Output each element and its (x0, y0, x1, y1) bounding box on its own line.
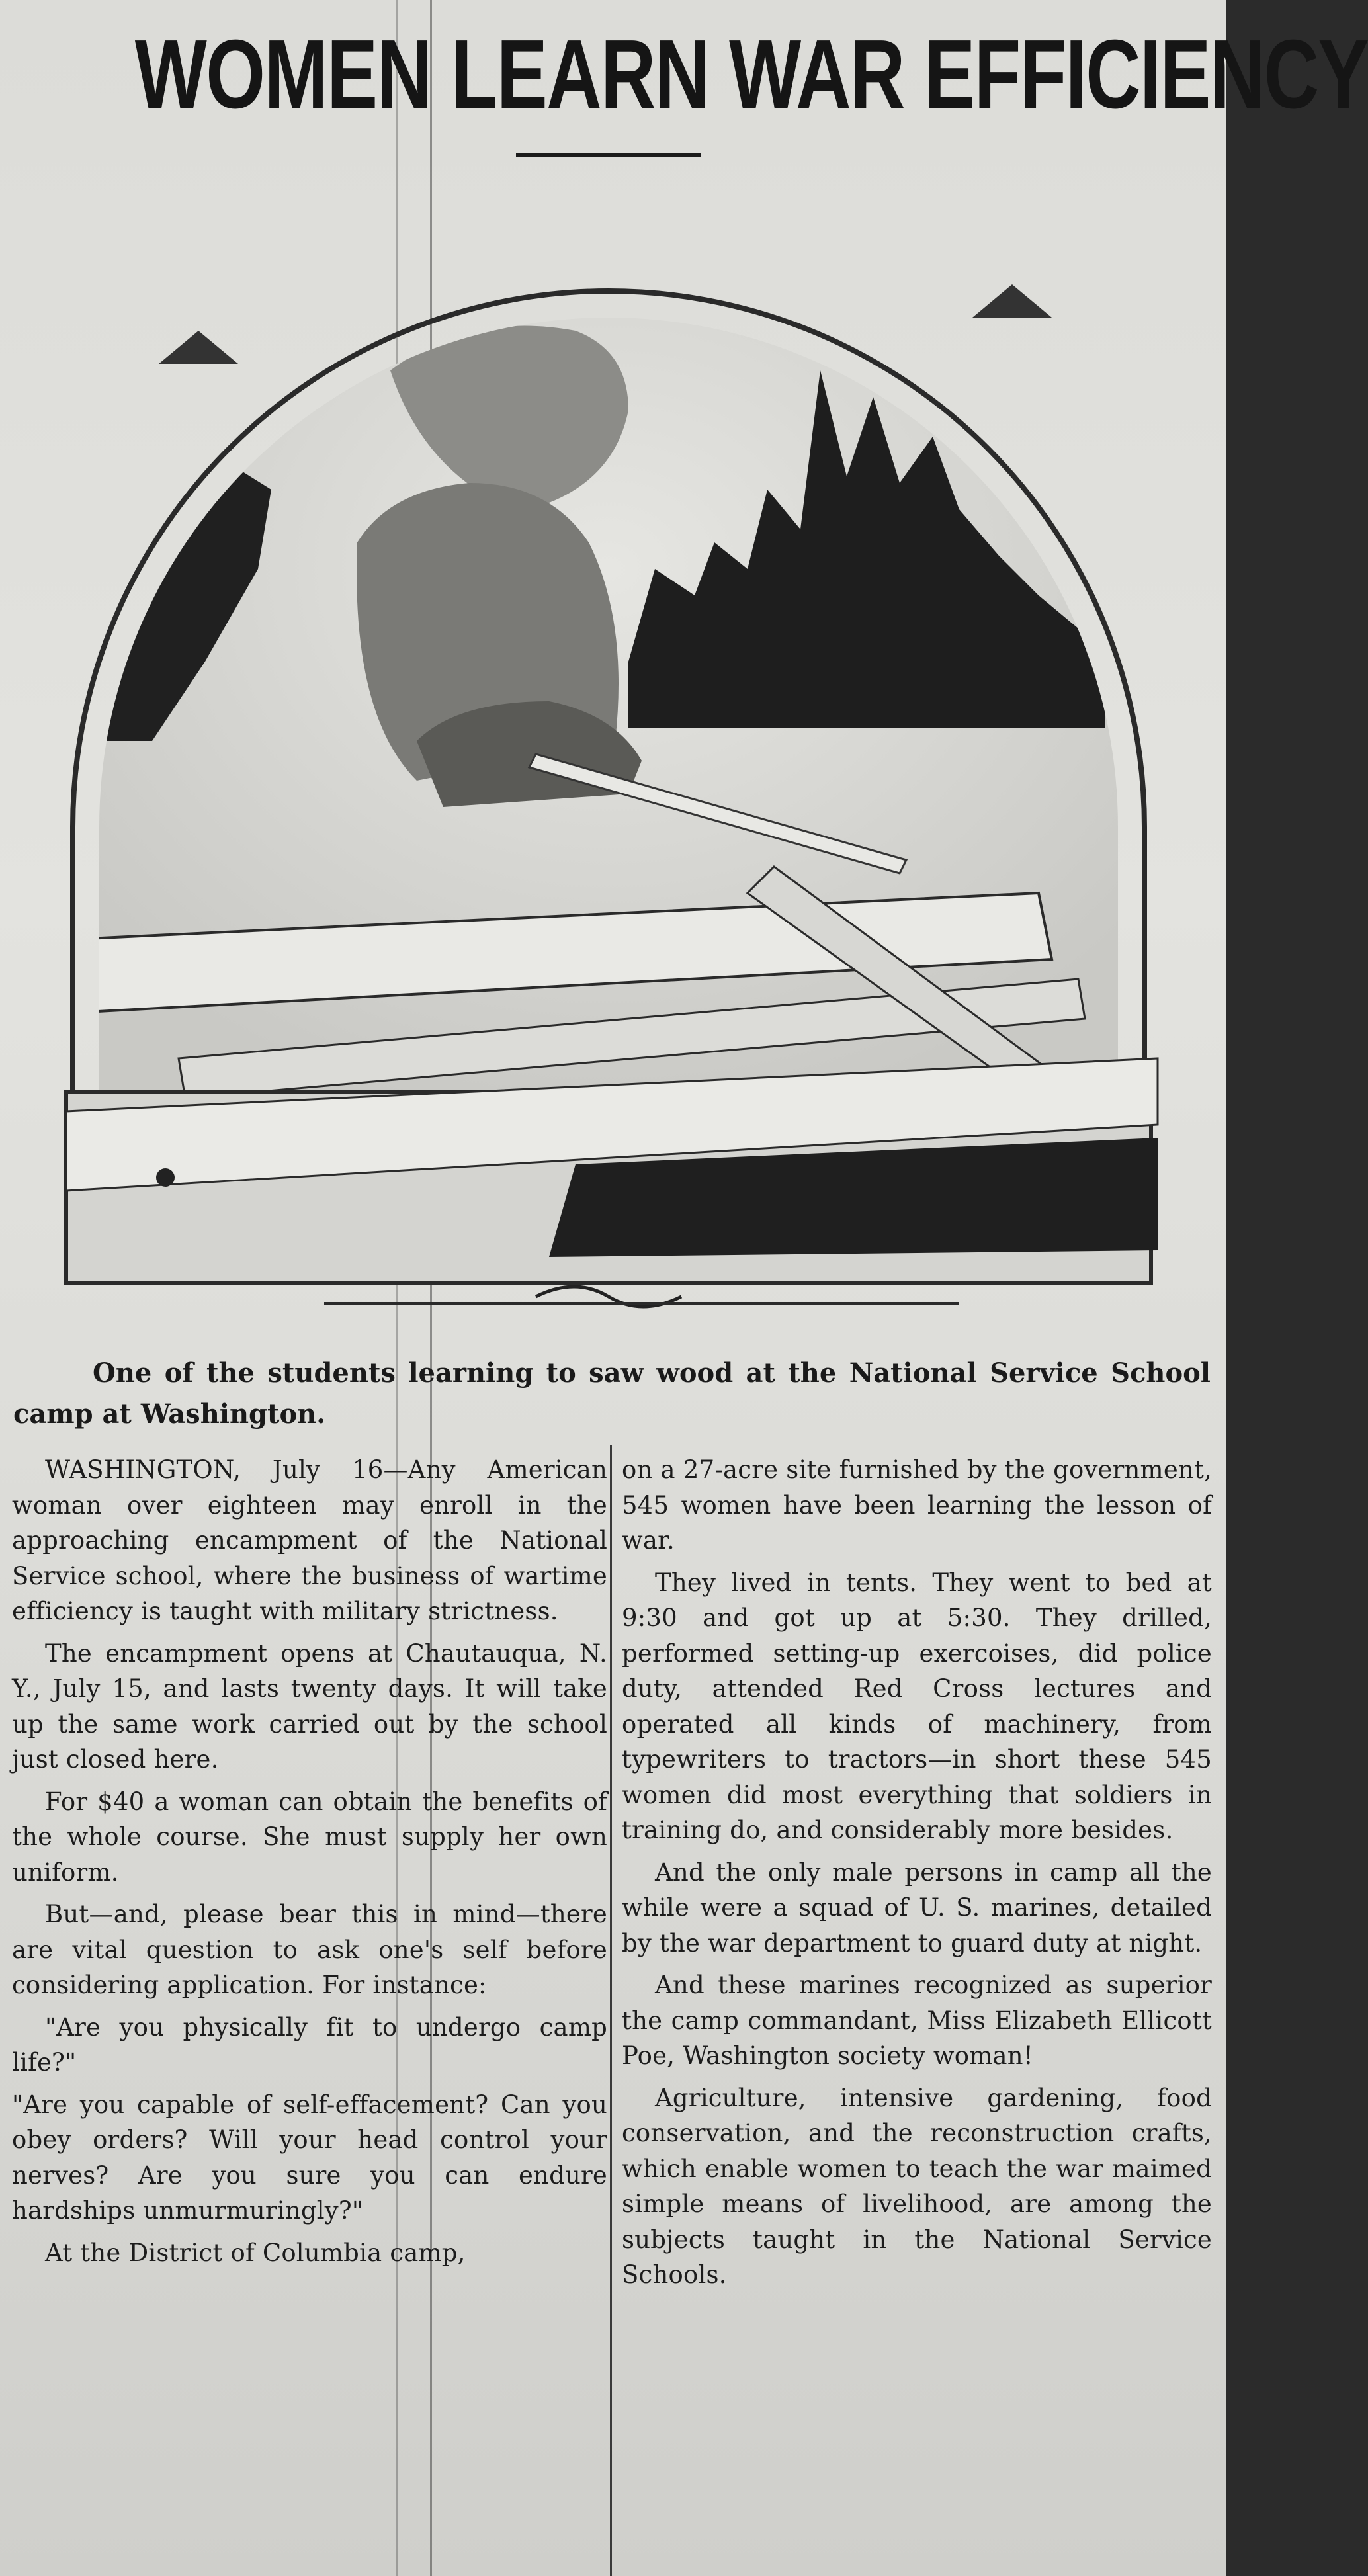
paragraph: Agriculture, intensive gardening, food conservation, and the reconstruction crafts, which enable women to teach the war maimed simple means of livelihood, are among the subjects taught in the National Service Schools. (622, 2083, 1212, 2289)
paragraph: on a 27-acre site furnished by the government, 545 women have been learning the lesson of war. (622, 1455, 1212, 1555)
paragraph: But—and, please bear this in mind—there are vital question to ask one's self before considering application. For instance: (12, 1900, 607, 1999)
photo-caption: One of the students learning to saw wood at the National Service School camp at Washington. (13, 1357, 1211, 1430)
paragraph: They lived in tents. They went to bed at 9:30 and got up at 5:30. They drilled, performed setting-up exercoises, did police duty, attended Red Cross lectures and operated all kinds of machinery, from typewriters to tractors—in short these 545 women did most everything that soldiers in training do, and considerably more besides. (622, 1568, 1212, 1844)
headline-rule (516, 153, 701, 157)
headline: WOMEN LEARN WAR EFFICIENCY (134, 20, 1368, 129)
paragraph: And the only male persons in camp all the while were a squad of U. S. marines, detailed by the war department to guard duty at night. (622, 1858, 1212, 1957)
paragraph: WASHINGTON, July 16—Any American woman over eighteen may enroll in the approaching encampment of the National Service school, where the business of wartime efficiency is taught with military strictness. (12, 1455, 607, 1625)
paragraph: At the District of Columbia camp, (45, 2238, 466, 2267)
paragraph: "Are you capable of self-effacement? Can you obey orders? Will your head control your nerves? Are you sure you can endure hardships unmurmuringly?" (12, 2090, 607, 2225)
paragraph: The encampment opens at Chautauqua, N. Y., July 15, and lasts twenty days. It will take up the same work carried out by the school just closed here. (12, 1639, 607, 1774)
paragraph: "Are you physically fit to undergo camp life?" (12, 2012, 607, 2077)
article-column-right (622, 1452, 1212, 2299)
paragraph: And these marines recognized as superior the camp commandant, Miss Elizabeth Ellicott Poe, Washington society woman! (622, 1971, 1212, 2070)
woman-sawing-wood-photo-icon (46, 198, 1171, 1356)
paragraph: For $40 a woman can obtain the benefits of the whole course. She must supply her own uniform. (12, 1787, 607, 1887)
article-column-left (12, 1452, 607, 2277)
column-divider (610, 1445, 612, 2576)
